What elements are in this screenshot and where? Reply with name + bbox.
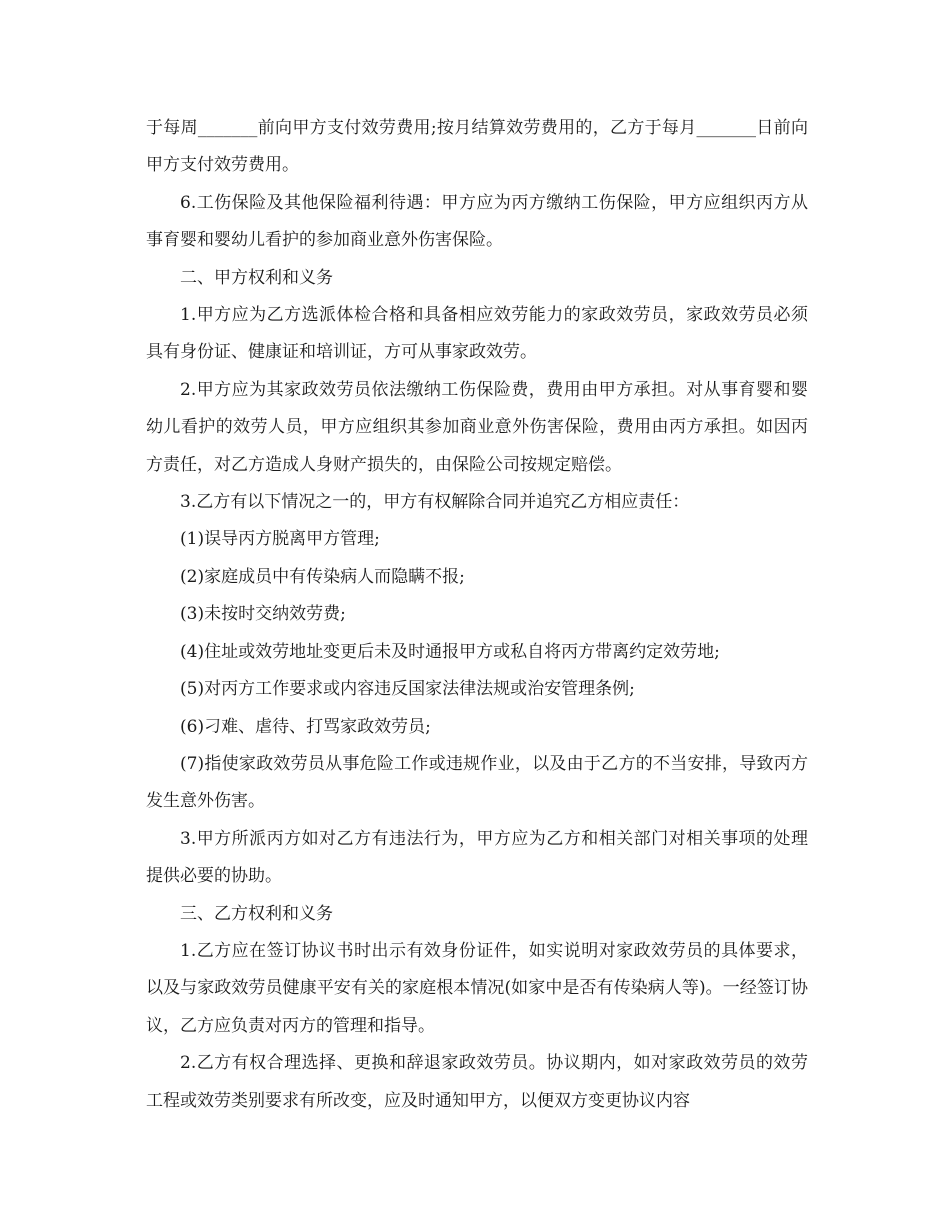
paragraph: 于每周_______前向甲方支付效劳费用;按月结算效劳费用的，乙方于每月_______日前向甲方支付效劳费用。 bbox=[146, 118, 808, 176]
list-item: (6)刁难、虐待、打骂家政效劳员; bbox=[180, 716, 431, 737]
paragraph: 3.甲方所派丙方如对乙方有违法行为，甲方应为乙方和相关部门对相关事项的处理提供必要的协助。 bbox=[146, 828, 808, 887]
document-page bbox=[146, 110, 808, 1120]
section-heading: 二、甲方权利和义务 bbox=[180, 267, 333, 288]
paragraph: 2.甲方应为其家政效劳员依法缴纳工伤保险费，费用由甲方承担。对从事育婴和婴幼儿看护的效劳人员，甲方应组织其参加商业意外伤害保险，费用由丙方承担。如因丙方责任，对乙方造成人身财产损失的，由保险公司按规定赔偿。 bbox=[146, 379, 808, 475]
paragraph: 1.乙方应在签订协议书时出示有效身份证件，如实说明对家政效劳员的具体要求，以及与家政效劳员健康平安有关的家庭根本情况(如家中是否有传染病人等)。一经签订协议，乙方应负责对丙方的管理和指导。 bbox=[146, 940, 808, 1036]
paragraph: 1.甲方应为乙方选派体检合格和具备相应效劳能力的家政效劳员，家政效劳员必须具有身份证、健康证和培训证，方可从事家政效劳。 bbox=[146, 305, 808, 363]
paragraph: 3.乙方有以下情况之一的，甲方有权解除合同并追究乙方相应责任： bbox=[180, 492, 690, 513]
paragraph: 6.工伤保险及其他保险福利待遇：甲方应为丙方缴纳工伤保险，甲方应组织丙方从事育婴和婴幼儿看护的参加商业意外伤害保险。 bbox=[146, 192, 808, 251]
list-item: (7)指使家政效劳员从事危险工作或违规作业，以及由于乙方的不当安排，导致丙方发生意外伤害。 bbox=[146, 753, 808, 812]
list-item: (4)住址或效劳地址变更后未及时通报甲方或私自将丙方带离约定效劳地; bbox=[180, 641, 720, 662]
section-heading: 三、乙方权利和义务 bbox=[180, 903, 333, 924]
list-item: (5)对丙方工作要求或内容违反国家法律法规或治安管理条例; bbox=[180, 679, 635, 700]
list-item: (2)家庭成员中有传染病人而隐瞒不报; bbox=[180, 566, 465, 587]
paragraph: 2.乙方有权合理选择、更换和辞退家政效劳员。协议期内，如对家政效劳员的效劳工程或效劳类别要求有所改变，应及时通知甲方，以便双方变更协议内容 bbox=[146, 1053, 808, 1111]
list-item: (1)误导丙方脱离甲方管理; bbox=[180, 529, 380, 550]
list-item: (3)未按时交纳效劳费; bbox=[180, 604, 346, 625]
